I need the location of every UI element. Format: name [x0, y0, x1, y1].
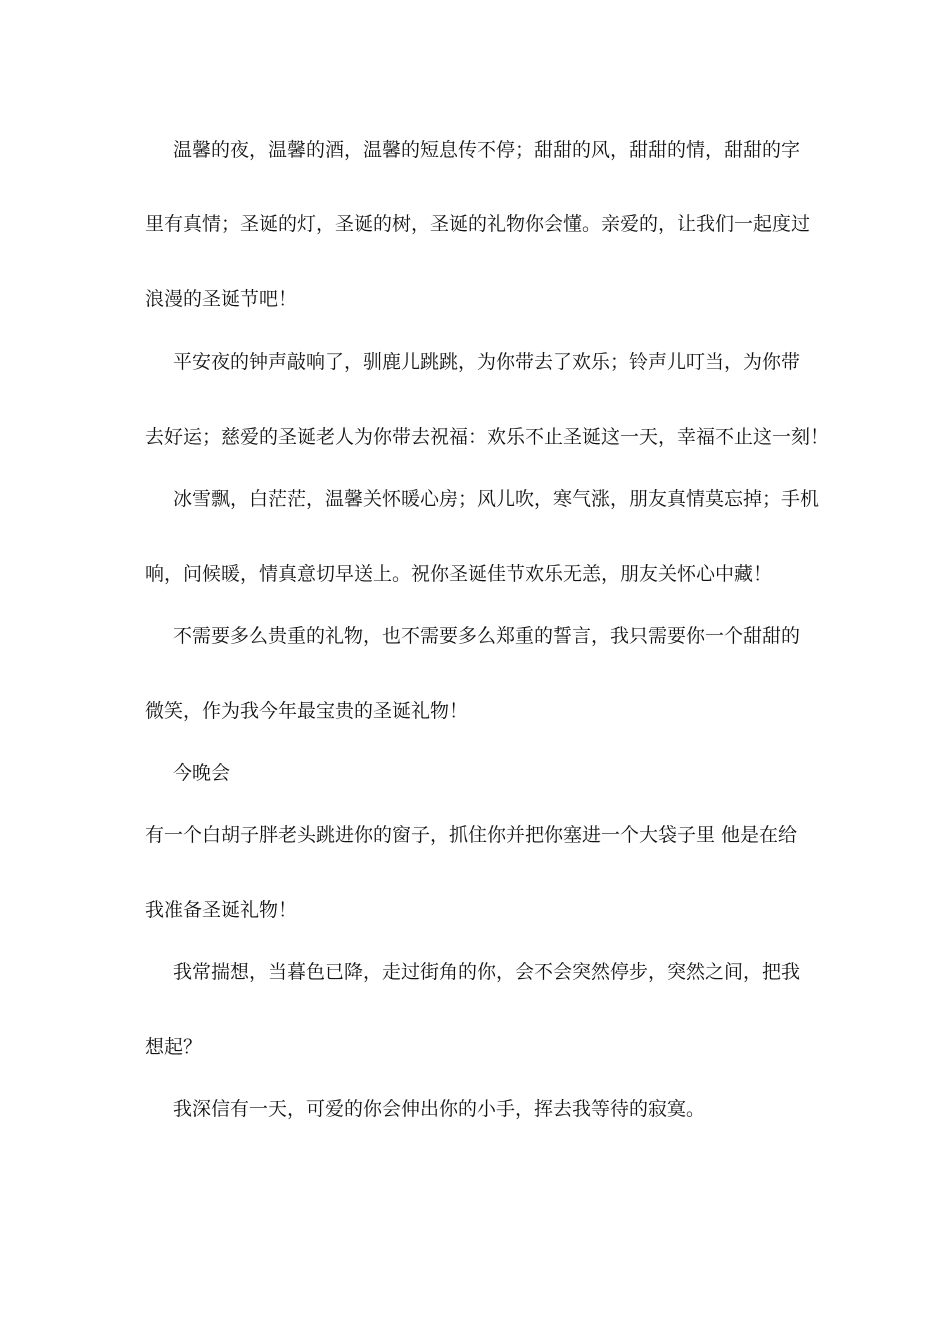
paragraph-6-line-2: 想起？: [145, 1036, 203, 1058]
paragraph-4-line-1: 不需要多么贵重的礼物，也不需要多么郑重的誓言，我只需要你一个甜甜的: [173, 625, 801, 647]
paragraph-2-line-2: 去好运；慈爱的圣诞老人为你带去祝福：欢乐不止圣诞这一天，幸福不止这一刻！: [145, 426, 830, 448]
paragraph-5-line-1: 今晚会: [173, 762, 231, 784]
paragraph-4-line-2: 微笑，作为我今年最宝贵的圣诞礼物！: [145, 700, 469, 722]
paragraph-1-line-1: 温馨的夜，温馨的酒，温馨的短息传不停；甜甜的风，甜甜的情，甜甜的字: [173, 139, 801, 161]
paragraph-5-line-2: 有一个白胡子胖老头跳进你的窗子，抓住你并把你塞进一个大袋子里 他是在给: [145, 824, 798, 846]
paragraph-2-line-1: 平安夜的钟声敲响了，驯鹿儿跳跳，为你带去了欢乐；铃声儿叮当，为你带: [173, 351, 801, 373]
paragraph-7-line-1: 我深信有一天，可爱的你会伸出你的小手，挥去我等待的寂寞。: [173, 1098, 706, 1120]
paragraph-5-line-3: 我准备圣诞礼物！: [145, 899, 298, 921]
paragraph-6-line-1: 我常揣想，当暮色已降，走过街角的你，会不会突然停步，突然之间，把我: [173, 961, 801, 983]
paragraph-1-line-3: 浪漫的圣诞节吧！: [145, 288, 298, 310]
paragraph-3-line-2: 响，问候暖，情真意切早送上。祝你圣诞佳节欢乐无恙，朋友关怀心中藏！: [145, 563, 773, 585]
paragraph-3-line-1: 冰雪飘，白茫茫，温馨关怀暖心房；风儿吹，寒气涨，朋友真情莫忘掉；手机: [173, 488, 820, 510]
paragraph-1-line-2: 里有真情；圣诞的灯，圣诞的树，圣诞的礼物你会懂。亲爱的，让我们一起度过: [145, 213, 811, 235]
